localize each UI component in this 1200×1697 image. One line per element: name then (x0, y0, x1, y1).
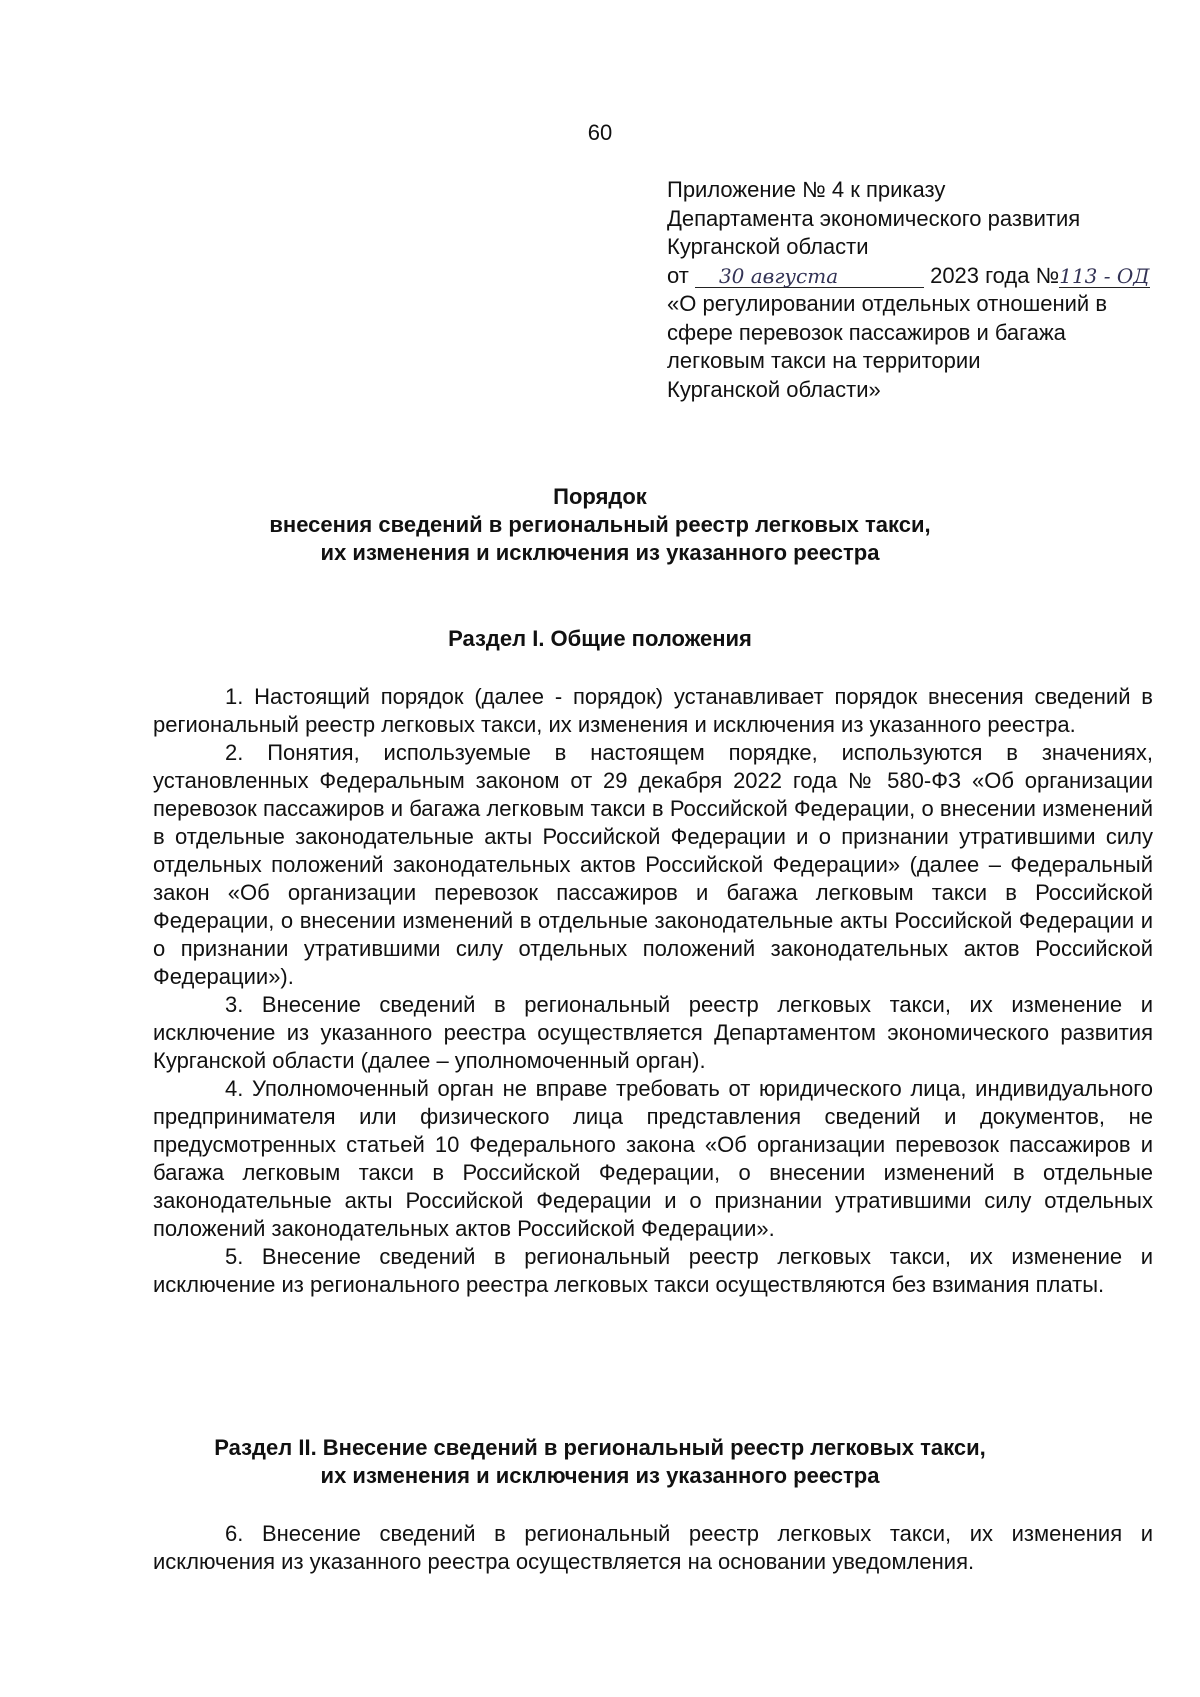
appendix-line-6: сфере перевозок пассажиров и багажа (667, 319, 1066, 345)
paragraph-6: 6. Внесение сведений в региональный реестр легковых такси, их изменения и исключения из указанного реестра осуществляется на основании уведомления. (153, 1521, 1153, 1574)
document-title (0, 483, 1200, 567)
order-number-field (1059, 265, 1149, 288)
paragraph-4: 4. Уполномоченный орган не вправе требовать от юридического лица, индивидуального предпринимателя или физического лица представления сведений и документов, не предусмотренных статьей 10 Федерального закона «Об организации перевозок пассажиров и багажа легковым такси в Российской Федерации, о внесении изменений в отдельные законодательные акты Российской Федерации и о признании утратившими силу отдельных положений законодательных актов Российской Федерации». (153, 1076, 1153, 1241)
paragraph-2: 2. Понятия, используемые в настоящем порядке, используются в значениях, установленных Федеральным законом от 29 декабря 2022 года № 580-ФЗ «Об организации перевозок пассажиров и багажа легковым такси в Российской Федерации, о внесении изменений в отдельные законодательные акты Российской Федерации и о признании утратившими силу отдельных положений законодательных актов Российской Федерации» (далее – Федеральный закон «Об организации перевозок пассажиров и багажа легковым такси в Российской Федерации, о внесении изменений в отдельные законодательные акты Российской Федерации и о признании утратившими силу отдельных положений законодательных актов Российской Федерации»). (153, 740, 1153, 989)
handwritten-order-number: 113 - ОД (1059, 263, 1150, 288)
appendix-line-5: «О регулировании отдельных отношений в (667, 291, 1108, 316)
title-line-3: их изменения и исключения из указанного реестра (320, 540, 880, 565)
handwritten-date: 30 августа (718, 263, 839, 288)
section-2-heading-line-1: Раздел II. Внесение сведений в региональный реестр легковых такси, (214, 1435, 986, 1460)
section-1-header (0, 625, 1200, 653)
title-line-1: Порядок (553, 484, 647, 509)
appendix-line-3: Курганской области (667, 234, 869, 259)
appendix-header (667, 176, 1167, 404)
section-1-body (153, 683, 1153, 1299)
date-prefix: от (667, 262, 689, 288)
paragraph-5: 5. Внесение сведений в региональный реестр легковых такси, их изменение и исключение из регионального реестра легковых такси осуществляются без взимания платы. (153, 1244, 1153, 1297)
section-2-header (0, 1434, 1200, 1490)
section-1-heading: Раздел I. Общие положения (448, 626, 752, 651)
date-field (695, 265, 924, 288)
paragraph-1: 1. Настоящий порядок (далее - порядок) устанавливает порядок внесения сведений в региональный реестр легковых такси, их изменения и исключения из указанного реестра. (153, 684, 1153, 737)
section-2-body (153, 1520, 1153, 1576)
year-text: 2023 года № (930, 262, 1060, 288)
appendix-line-1: Приложение № 4 к приказу (667, 177, 946, 202)
section-2-heading-line-2: их изменения и исключения из указанного реестра (320, 1463, 880, 1488)
appendix-line-7: легковым такси на территории (667, 348, 981, 373)
paragraph-3: 3. Внесение сведений в региональный реестр легковых такси, их изменение и исключение из указанного реестра осуществляется Департаментом экономического развития Курганской области (далее – уполномоченный орган). (153, 992, 1153, 1073)
appendix-line-2: Департамента экономического развития (667, 205, 1081, 231)
appendix-date-line (667, 262, 1167, 291)
title-line-2: внесения сведений в региональный реестр легковых такси, (269, 512, 931, 537)
appendix-line-8: Курганской области» (667, 376, 881, 402)
page-number: 60 (587, 120, 613, 145)
